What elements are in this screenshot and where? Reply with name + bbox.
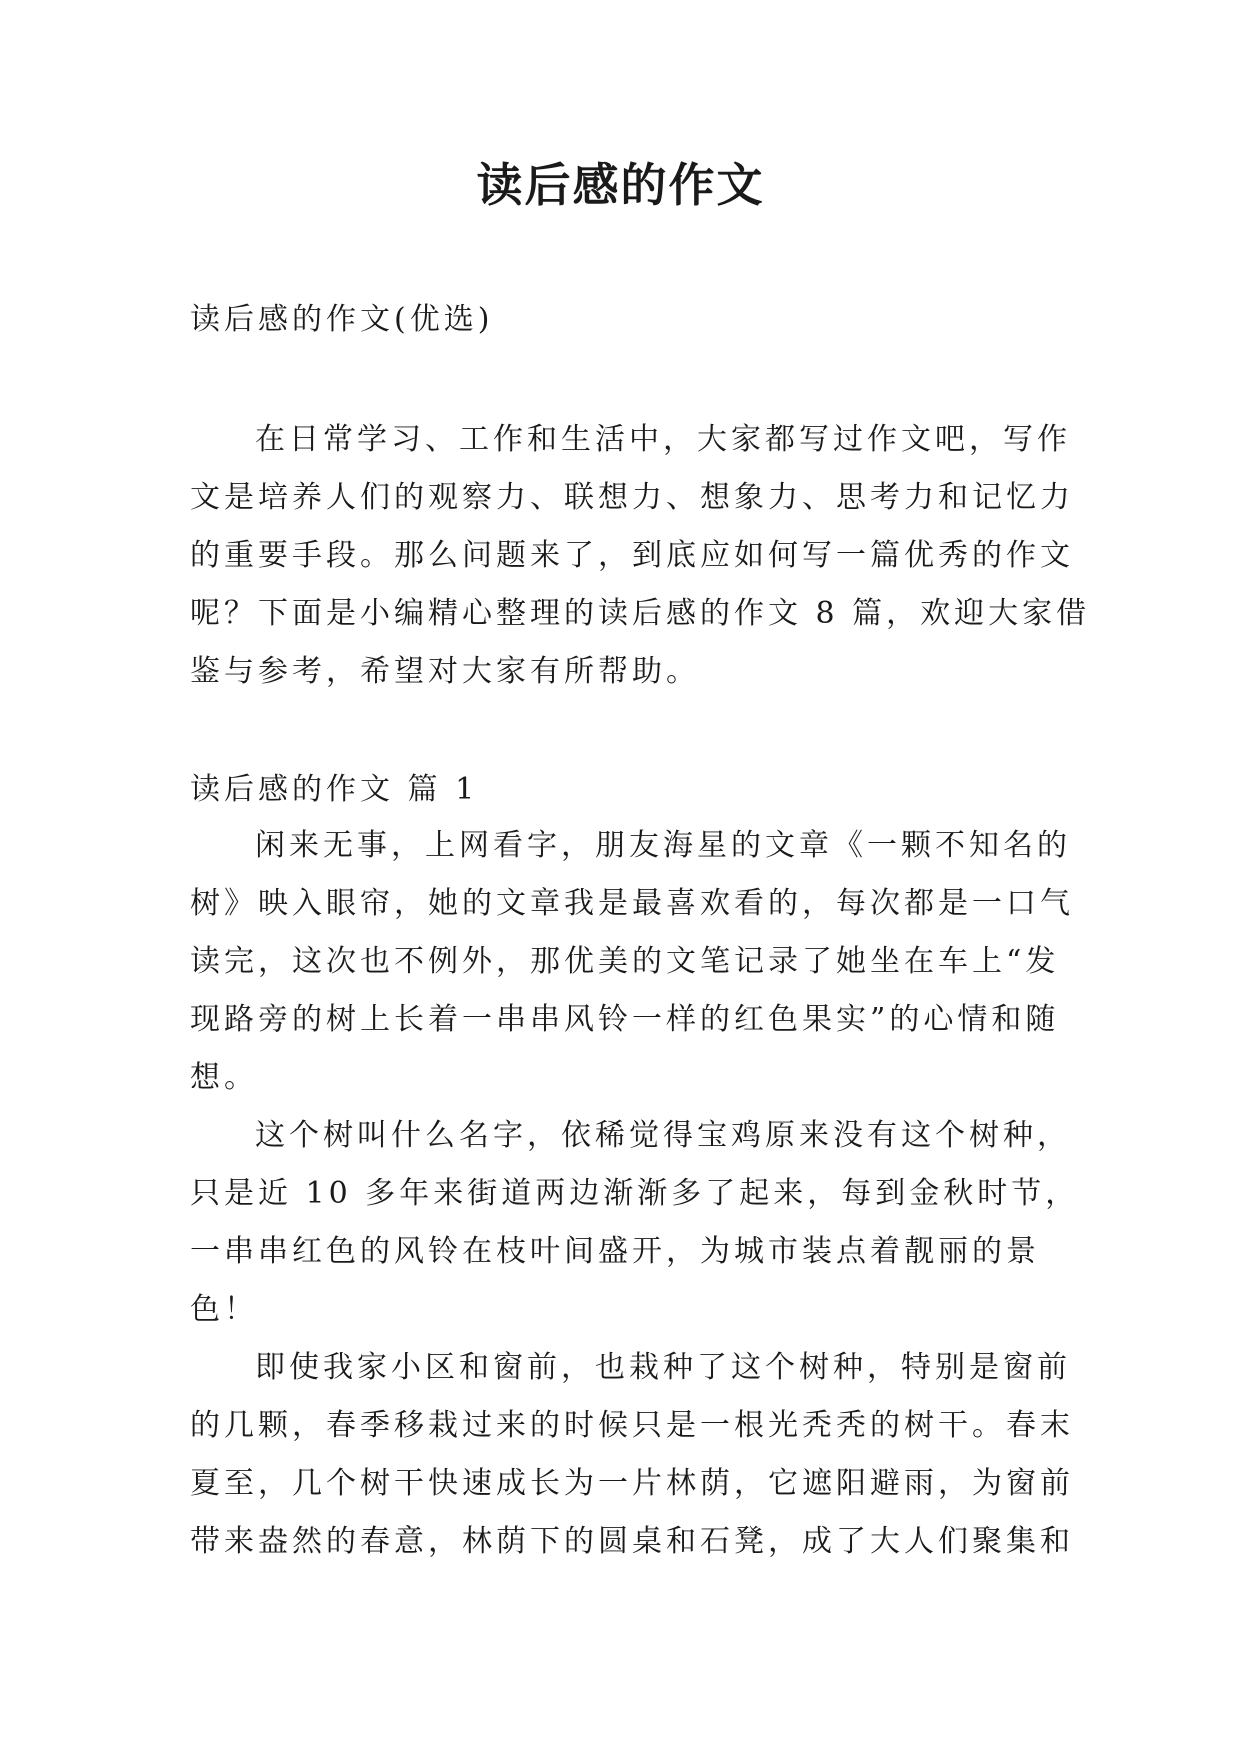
paragraph-line: 一串串红色的风铃在枝叶间盛开，为城市装点着靓丽的景: [190, 1234, 1040, 1269]
intro-line: 文是培养人们的观察力、联想力、想象力、思考力和记忆力: [190, 480, 1074, 515]
paragraph-line: 夏至，几个树干快速成长为一片林荫，它遮阳避雨，为窗前: [190, 1466, 1074, 1501]
intro-line: 在日常学习、工作和生活中，大家都写过作文吧，写作: [255, 422, 1071, 457]
document-title: 读后感的作文: [476, 158, 765, 212]
section-heading: 读后感的作文 篇 1: [190, 772, 479, 807]
paragraph-line: 现路旁的树上长着一串串风铃一样的红色果实”的心情和随: [190, 1002, 1060, 1037]
intro-line: 的重要手段。那么问题来了，到底应如何写一篇优秀的作文: [190, 538, 1074, 573]
intro-line: 呢？下面是小编精心整理的读后感的作文 8 篇，欢迎大家借: [190, 596, 1091, 631]
paragraph-line: 的几颗，春季移栽过来的时候只是一根光秃秃的树干。春末: [190, 1408, 1074, 1443]
paragraph-line: 闲来无事，上网看字，朋友海星的文章《一颗不知名的: [255, 828, 1071, 863]
intro-line: 鉴与参考，希望对大家有所帮助。: [190, 654, 700, 689]
document-subtitle: 读后感的作文(优选): [190, 302, 494, 337]
paragraph-line: 想。: [190, 1060, 258, 1095]
paragraph-line: 带来盎然的春意，林荫下的圆桌和石凳，成了大人们聚集和: [190, 1524, 1074, 1559]
paragraph-line: 读完，这次也不例外，那优美的文笔记录了她坐在车上“发: [190, 944, 1060, 979]
paragraph-line: 即使我家小区和窗前，也栽种了这个树种，特别是窗前: [255, 1350, 1071, 1385]
paragraph-line: 这个树叫什么名字，依稀觉得宝鸡原来没有这个树种，: [255, 1118, 1071, 1153]
paragraph-line: 树》映入眼帘，她的文章我是最喜欢看的，每次都是一口气: [190, 886, 1074, 921]
paragraph-line: 色！: [190, 1292, 258, 1327]
paragraph-line: 只是近 10 多年来街道两边渐渐多了起来，每到金秋时节，: [190, 1176, 1080, 1211]
